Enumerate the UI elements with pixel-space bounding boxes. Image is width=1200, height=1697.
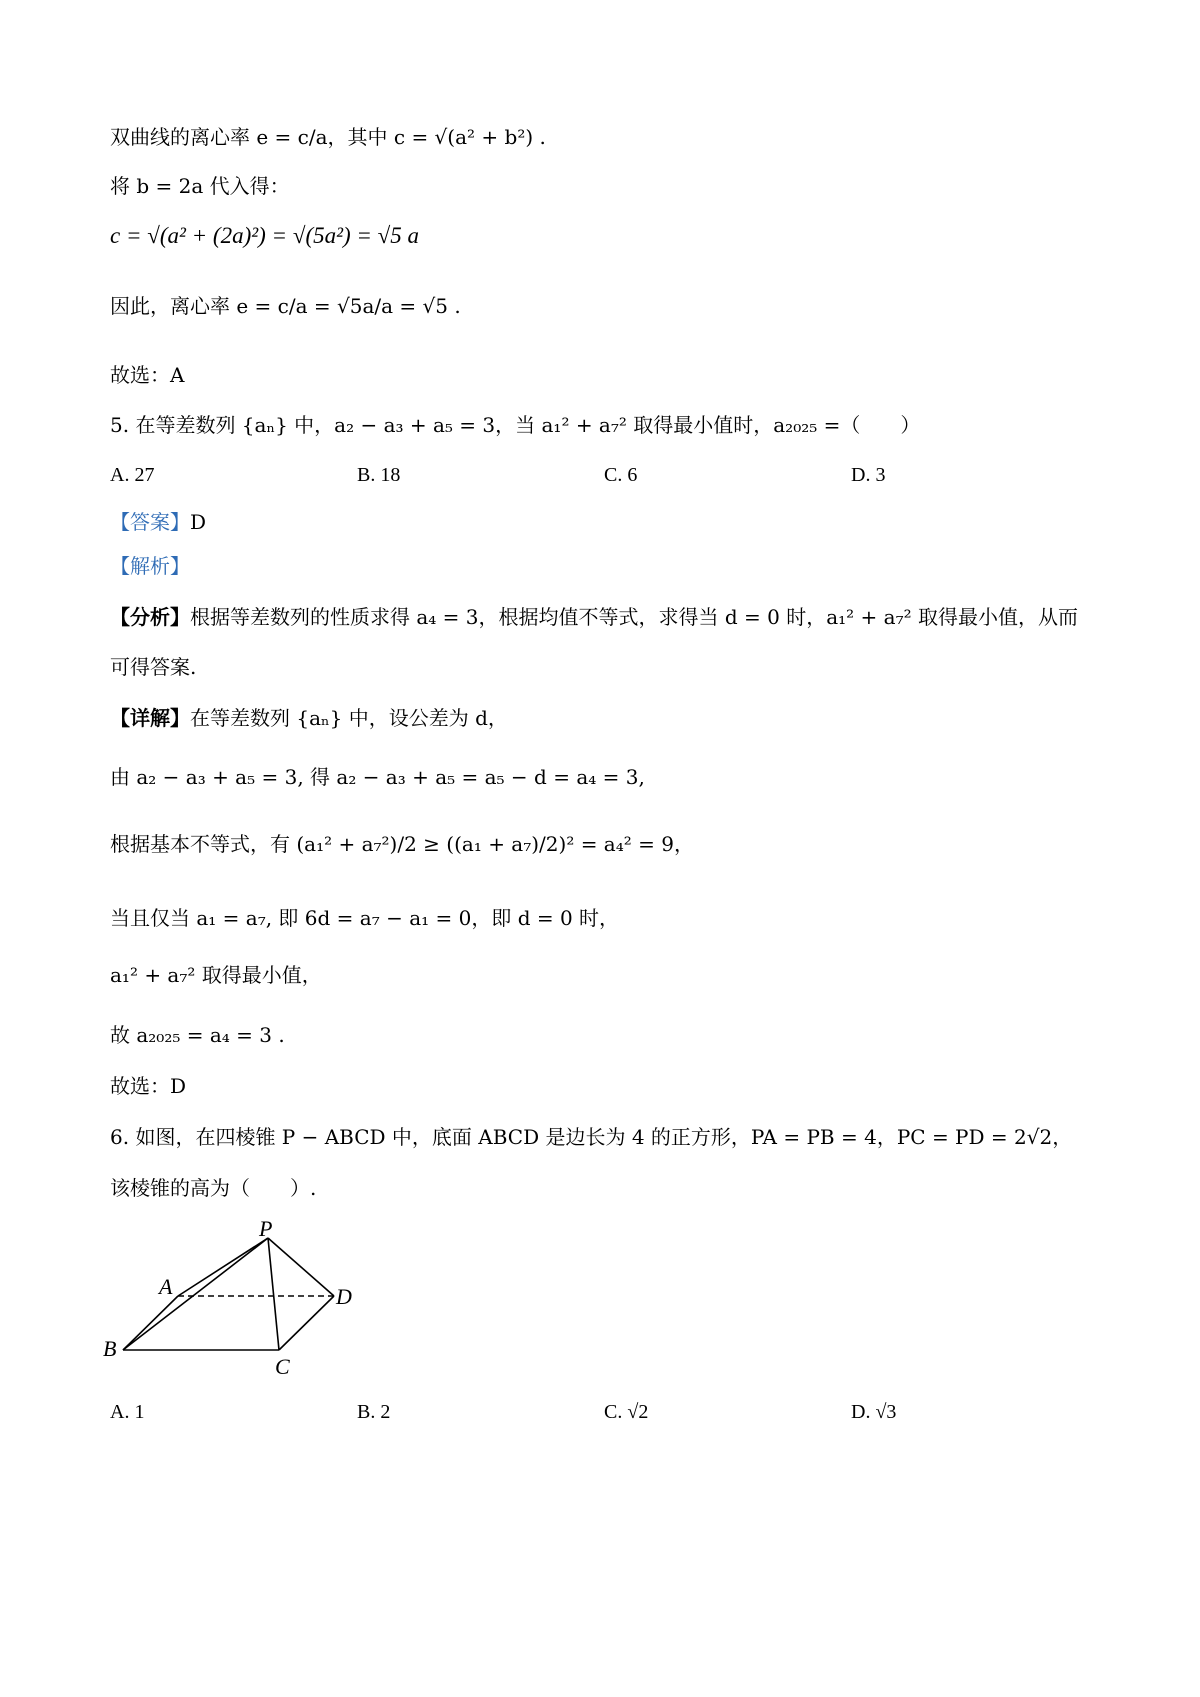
q5-option-d: D. 3 (851, 464, 886, 486)
q5-option-b: B. 18 (357, 464, 401, 486)
q5-detail-line1 (110, 704, 508, 732)
label-c: C (275, 1354, 290, 1379)
substitution-intro: 将 b = 2a 代入得： (110, 174, 290, 198)
q5-final-answer: 故选：D (110, 1074, 187, 1098)
edge-ab (123, 1296, 178, 1350)
label-a: A (159, 1274, 173, 1299)
q5-detail-line2: 由 a₂ − a₃ + a₅ = 3, 得 a₂ − a₃ + a₅ = a₅ − d = a₄ = 3, (110, 765, 645, 789)
q5-option-a: A. 27 (110, 464, 155, 486)
analysis-tag: 【解析】 (110, 554, 190, 578)
edge-cd (279, 1296, 334, 1350)
q6-stem-line1: 6. 如图，在四棱锥 P − ABCD 中，底面 ABCD 是边长为 4 的正方形，PA = PB = 4，PC = PD = 2√2， (110, 1125, 1073, 1149)
analysis-text-1: 根据等差数列的性质求得 a₄ = 3，根据均值不等式，求得当 d = 0 时，a₁² + a₇² 取得最小值，从而 (190, 605, 1078, 629)
q5-answer-line (110, 508, 206, 536)
edge-pc (268, 1238, 279, 1350)
q5-detail-line5: a₁² + a₇² 取得最小值， (110, 963, 322, 987)
prev-answer-line: 故选：A (110, 363, 185, 387)
q6-option-b: B. 2 (357, 1401, 391, 1423)
q5-detail-line3: 根据基本不等式，有 (a₁² + a₇²)/2 ≥ ((a₁ + a₇)/2)² = a₄² = 9， (110, 832, 694, 856)
q6-stem-line2: 该棱锥的高为（ ）. (110, 1176, 317, 1200)
detail-label: 【详解】 (110, 706, 190, 730)
edge-pb (123, 1238, 268, 1350)
q5-option-c: C. 6 (604, 464, 638, 486)
q6-option-a: A. 1 (110, 1401, 145, 1423)
q6-option-d: D. √3 (851, 1401, 897, 1423)
q5-stem: 5. 在等差数列 {aₙ} 中，a₂ − a₃ + a₅ = 3，当 a₁² + a₇² 取得最小值时，a₂₀₂₅ =（ ） (110, 413, 921, 437)
ecc-result: 因此，离心率 e = c/a = √5a/a = √5 . (110, 294, 461, 318)
detail-text-1: 在等差数列 {aₙ} 中，设公差为 d， (190, 706, 508, 730)
q5-analysis-line1 (110, 603, 1078, 631)
c-calculation: c = √(a² + (2a)²) = √(5a²) = √5 a (110, 223, 420, 248)
label-d: D (336, 1284, 352, 1309)
label-p: P (259, 1220, 273, 1241)
analysis-label: 【分析】 (110, 605, 190, 629)
q5-detail-line6: 故 a₂₀₂₅ = a₄ = 3 . (110, 1023, 285, 1047)
q5-answer-value: D (190, 510, 207, 534)
answer-tag: 【答案】 (110, 510, 190, 534)
q6-option-c: C. √2 (604, 1401, 649, 1423)
ecc-definition: 双曲线的离心率 e = c/a，其中 c = √(a² + b²) . (110, 125, 546, 149)
edge-pa (178, 1238, 268, 1296)
label-b: B (103, 1336, 117, 1361)
q5-detail-line4: 当且仅当 a₁ = a₇, 即 6d = a₇ − a₁ = 0，即 d = 0 时， (110, 906, 620, 930)
pyramid-figure (95, 1220, 395, 1390)
q5-analysis-line2: 可得答案. (110, 655, 197, 679)
edge-pd (268, 1238, 334, 1296)
